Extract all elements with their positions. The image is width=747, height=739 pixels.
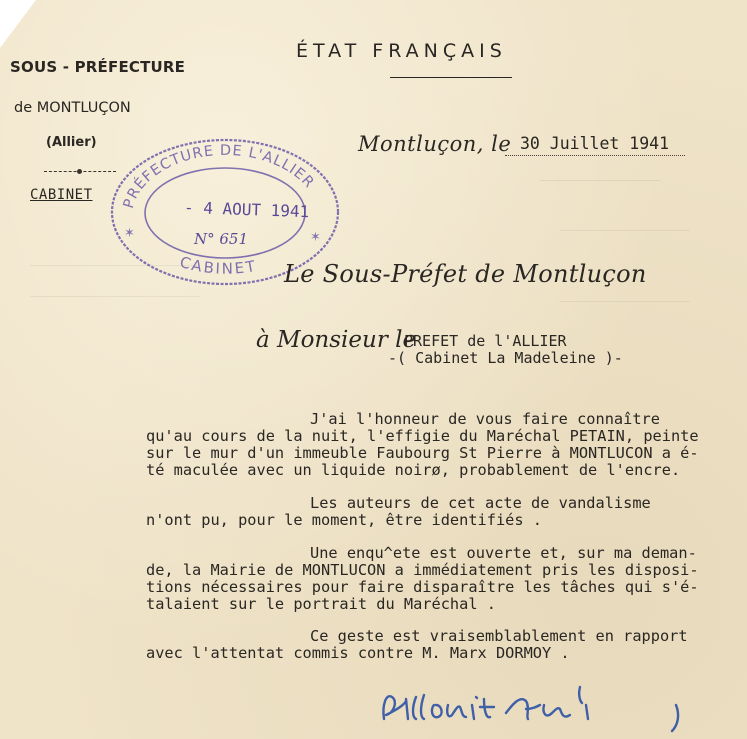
body-line: té maculée avec un liquide noirø, probablement de l'encre. [146,461,681,479]
body-line: n'ont pu, pour le moment, être identifiés . [146,511,543,529]
signature-scrawl [376,675,706,735]
stamp-date: - 4 AOUT 1941 [183,197,310,222]
stamp-number: N° 651 [194,230,249,248]
letterhead-divider [44,171,116,172]
page-corner-gap [0,0,36,48]
stamp-star-right: ✶ [310,230,321,245]
dateline-date: 30 Juillet 1941 [520,134,670,153]
body-line: Une enqu^ete est ouverte et, sur ma deman- [310,544,697,562]
body-line: qu'au cours de la nuit, l'effigie du Maréchal PETAIN, peinte [146,427,699,445]
sous-prefecture-heading: SOUS - PRÉFECTURE [10,58,186,76]
body-line: de, la Mairie de MONTLUCON a immédiatement pris les disposi- [146,561,699,579]
body-line: J'ai l'honneur de vous faire connaître [310,410,660,428]
addressee-salutation: à Monsieur le [256,327,417,353]
dateline-underline [505,155,685,156]
addressee-line-1: PREFET de l'ALLIER [404,332,567,350]
document-title: ÉTAT FRANÇAIS [296,40,507,62]
sender-line: Le Sous-Préfet de Montluçon [284,260,647,288]
body-line: talaient sur le portrait du Maréchal . [146,595,496,613]
body-line: tions nécessaires pour faire disparaître les tâches qui s'é- [146,578,699,596]
addressee-line-2: -( Cabinet La Madeleine )- [388,349,623,367]
cabinet-label: CABINET [30,187,93,203]
body-line: sur le mur d'un immeuble Faubourg St Pierre à MONTLUCON a é- [146,444,699,462]
montlucon-heading: de MONTLUÇON [14,100,131,116]
allier-heading: (Allier) [46,135,97,150]
handwritten-signature [376,675,706,735]
body-line: Ce geste est vraisemblablement en rapport [310,627,688,645]
bleed-through-mark [540,180,660,191]
body-line: avec l'attentat commis contre M. Marx DORMOY . [146,644,570,662]
title-underline [390,77,512,78]
stamp-star-left: ✶ [124,226,135,241]
dateline-place: Montluçon, le [358,132,512,156]
stamp-bottom-text: CABINET [177,252,259,278]
stamp-ring-text: PRÉFECTURE DE L'ALLIER [120,142,318,211]
body-line: Les auteurs de cet acte de vandalisme [310,494,651,512]
